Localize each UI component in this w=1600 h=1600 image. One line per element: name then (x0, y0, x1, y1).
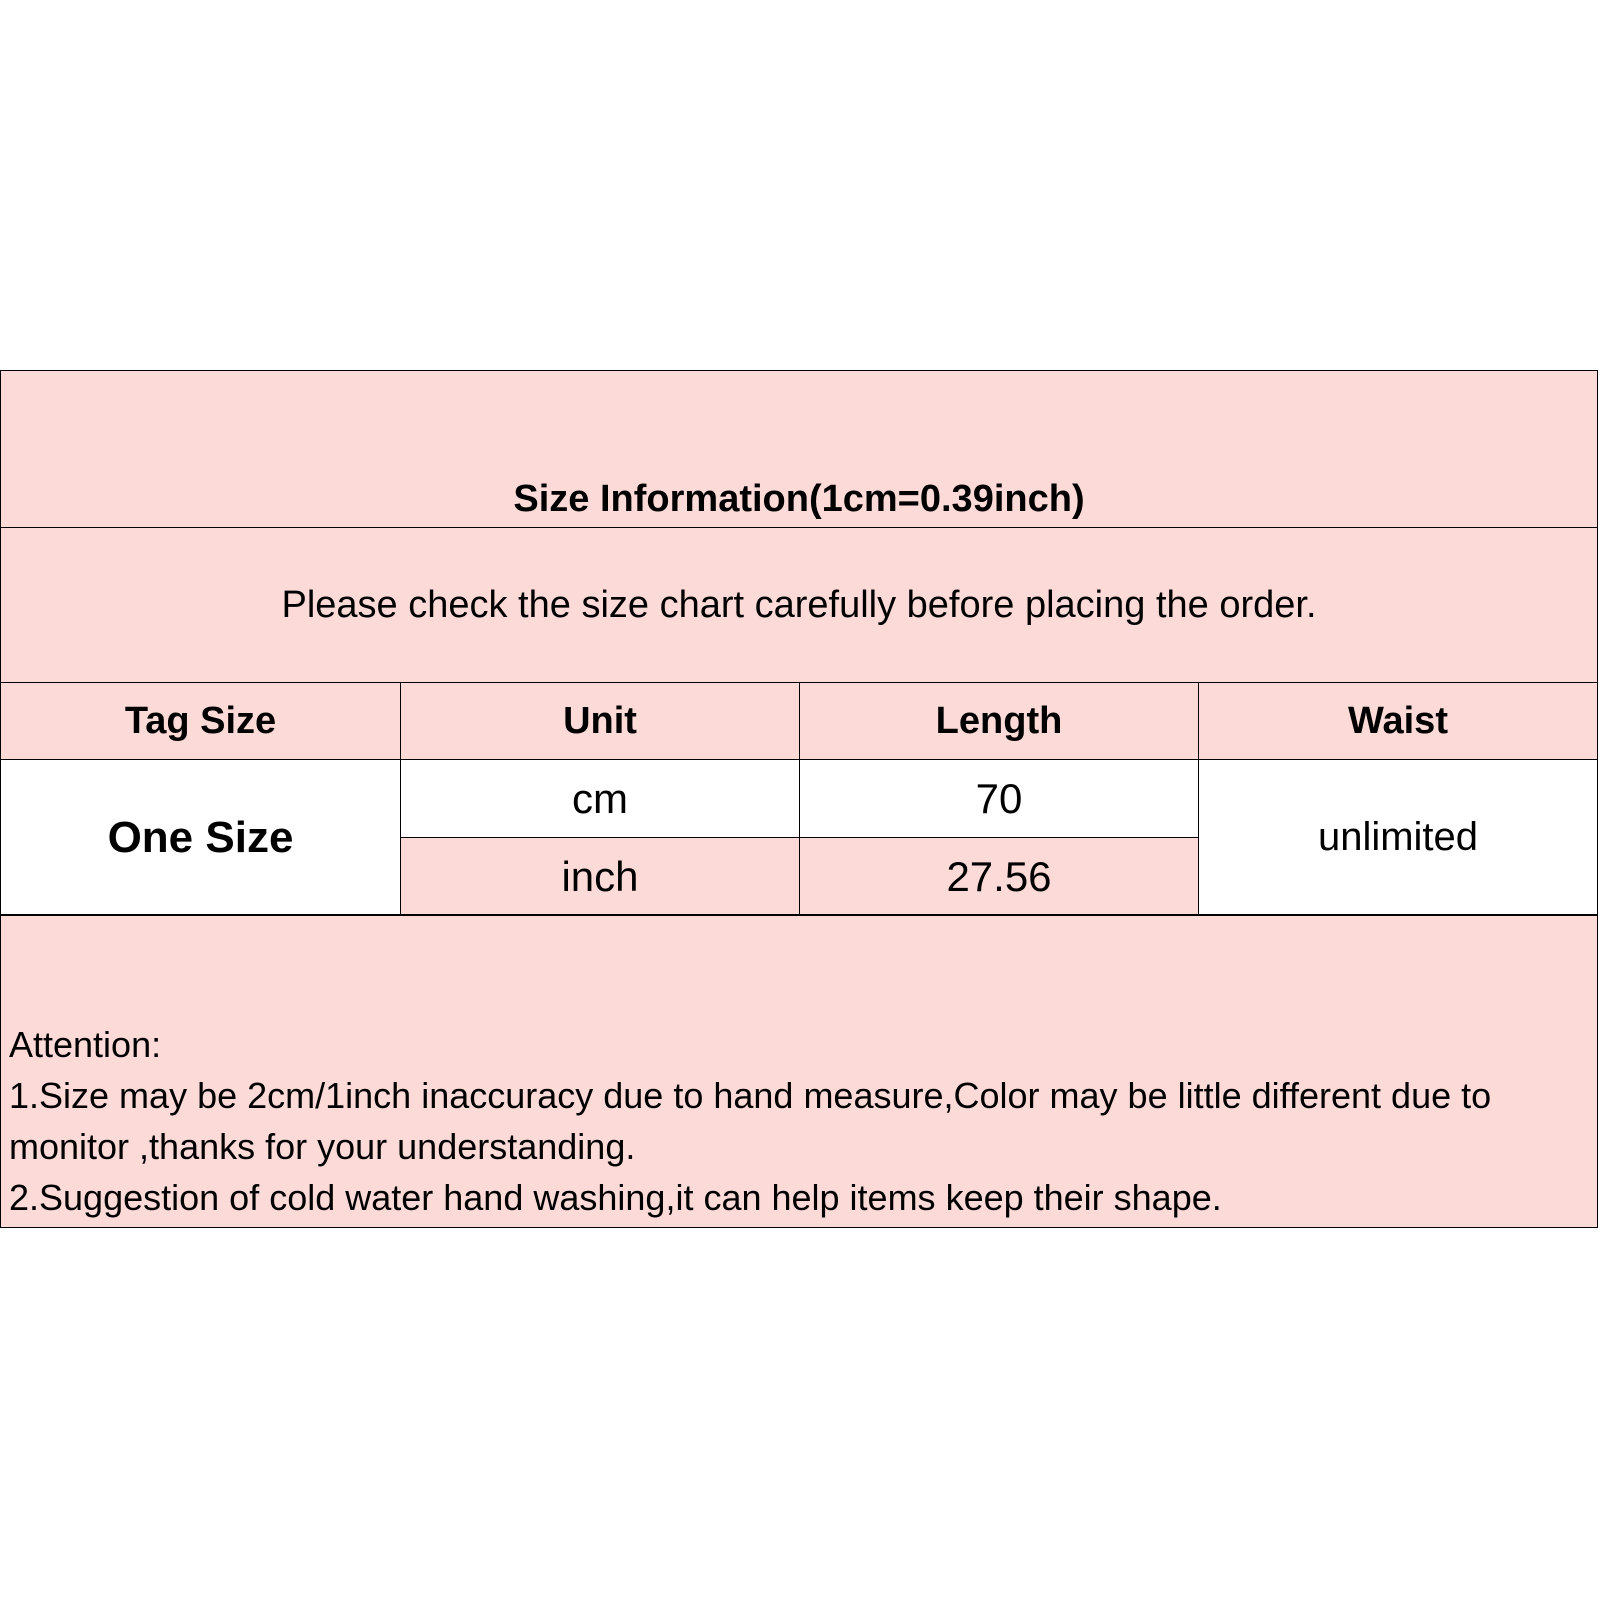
header-unit: Unit (401, 683, 800, 760)
header-tag-size: Tag Size (1, 683, 401, 760)
size-chart-notice: Please check the size chart carefully before placing the order. (1, 528, 1597, 683)
waist-value: unlimited (1199, 760, 1597, 915)
attention-line-2: 2.Suggestion of cold water hand washing,it can help items keep their shape. (9, 1177, 1222, 1218)
header-length: Length (800, 683, 1199, 760)
size-info-title: Size Information(1cm=0.39inch) (1, 371, 1597, 528)
attention-block (1, 916, 1597, 1227)
attention-line-1: 1.Size may be 2cm/1inch inaccuracy due to hand measure,Color may be little different due to monitor ,thanks for your understanding. (9, 1075, 1492, 1167)
size-chart-sheet (0, 370, 1598, 1228)
length-cm: 70 (800, 760, 1199, 838)
attention-heading: Attention: (9, 1024, 162, 1065)
header-waist: Waist (1199, 683, 1597, 760)
unit-cm: cm (401, 760, 800, 838)
unit-inch: inch (401, 838, 800, 915)
length-inch: 27.56 (800, 838, 1199, 915)
tag-size-value: One Size (1, 760, 401, 915)
